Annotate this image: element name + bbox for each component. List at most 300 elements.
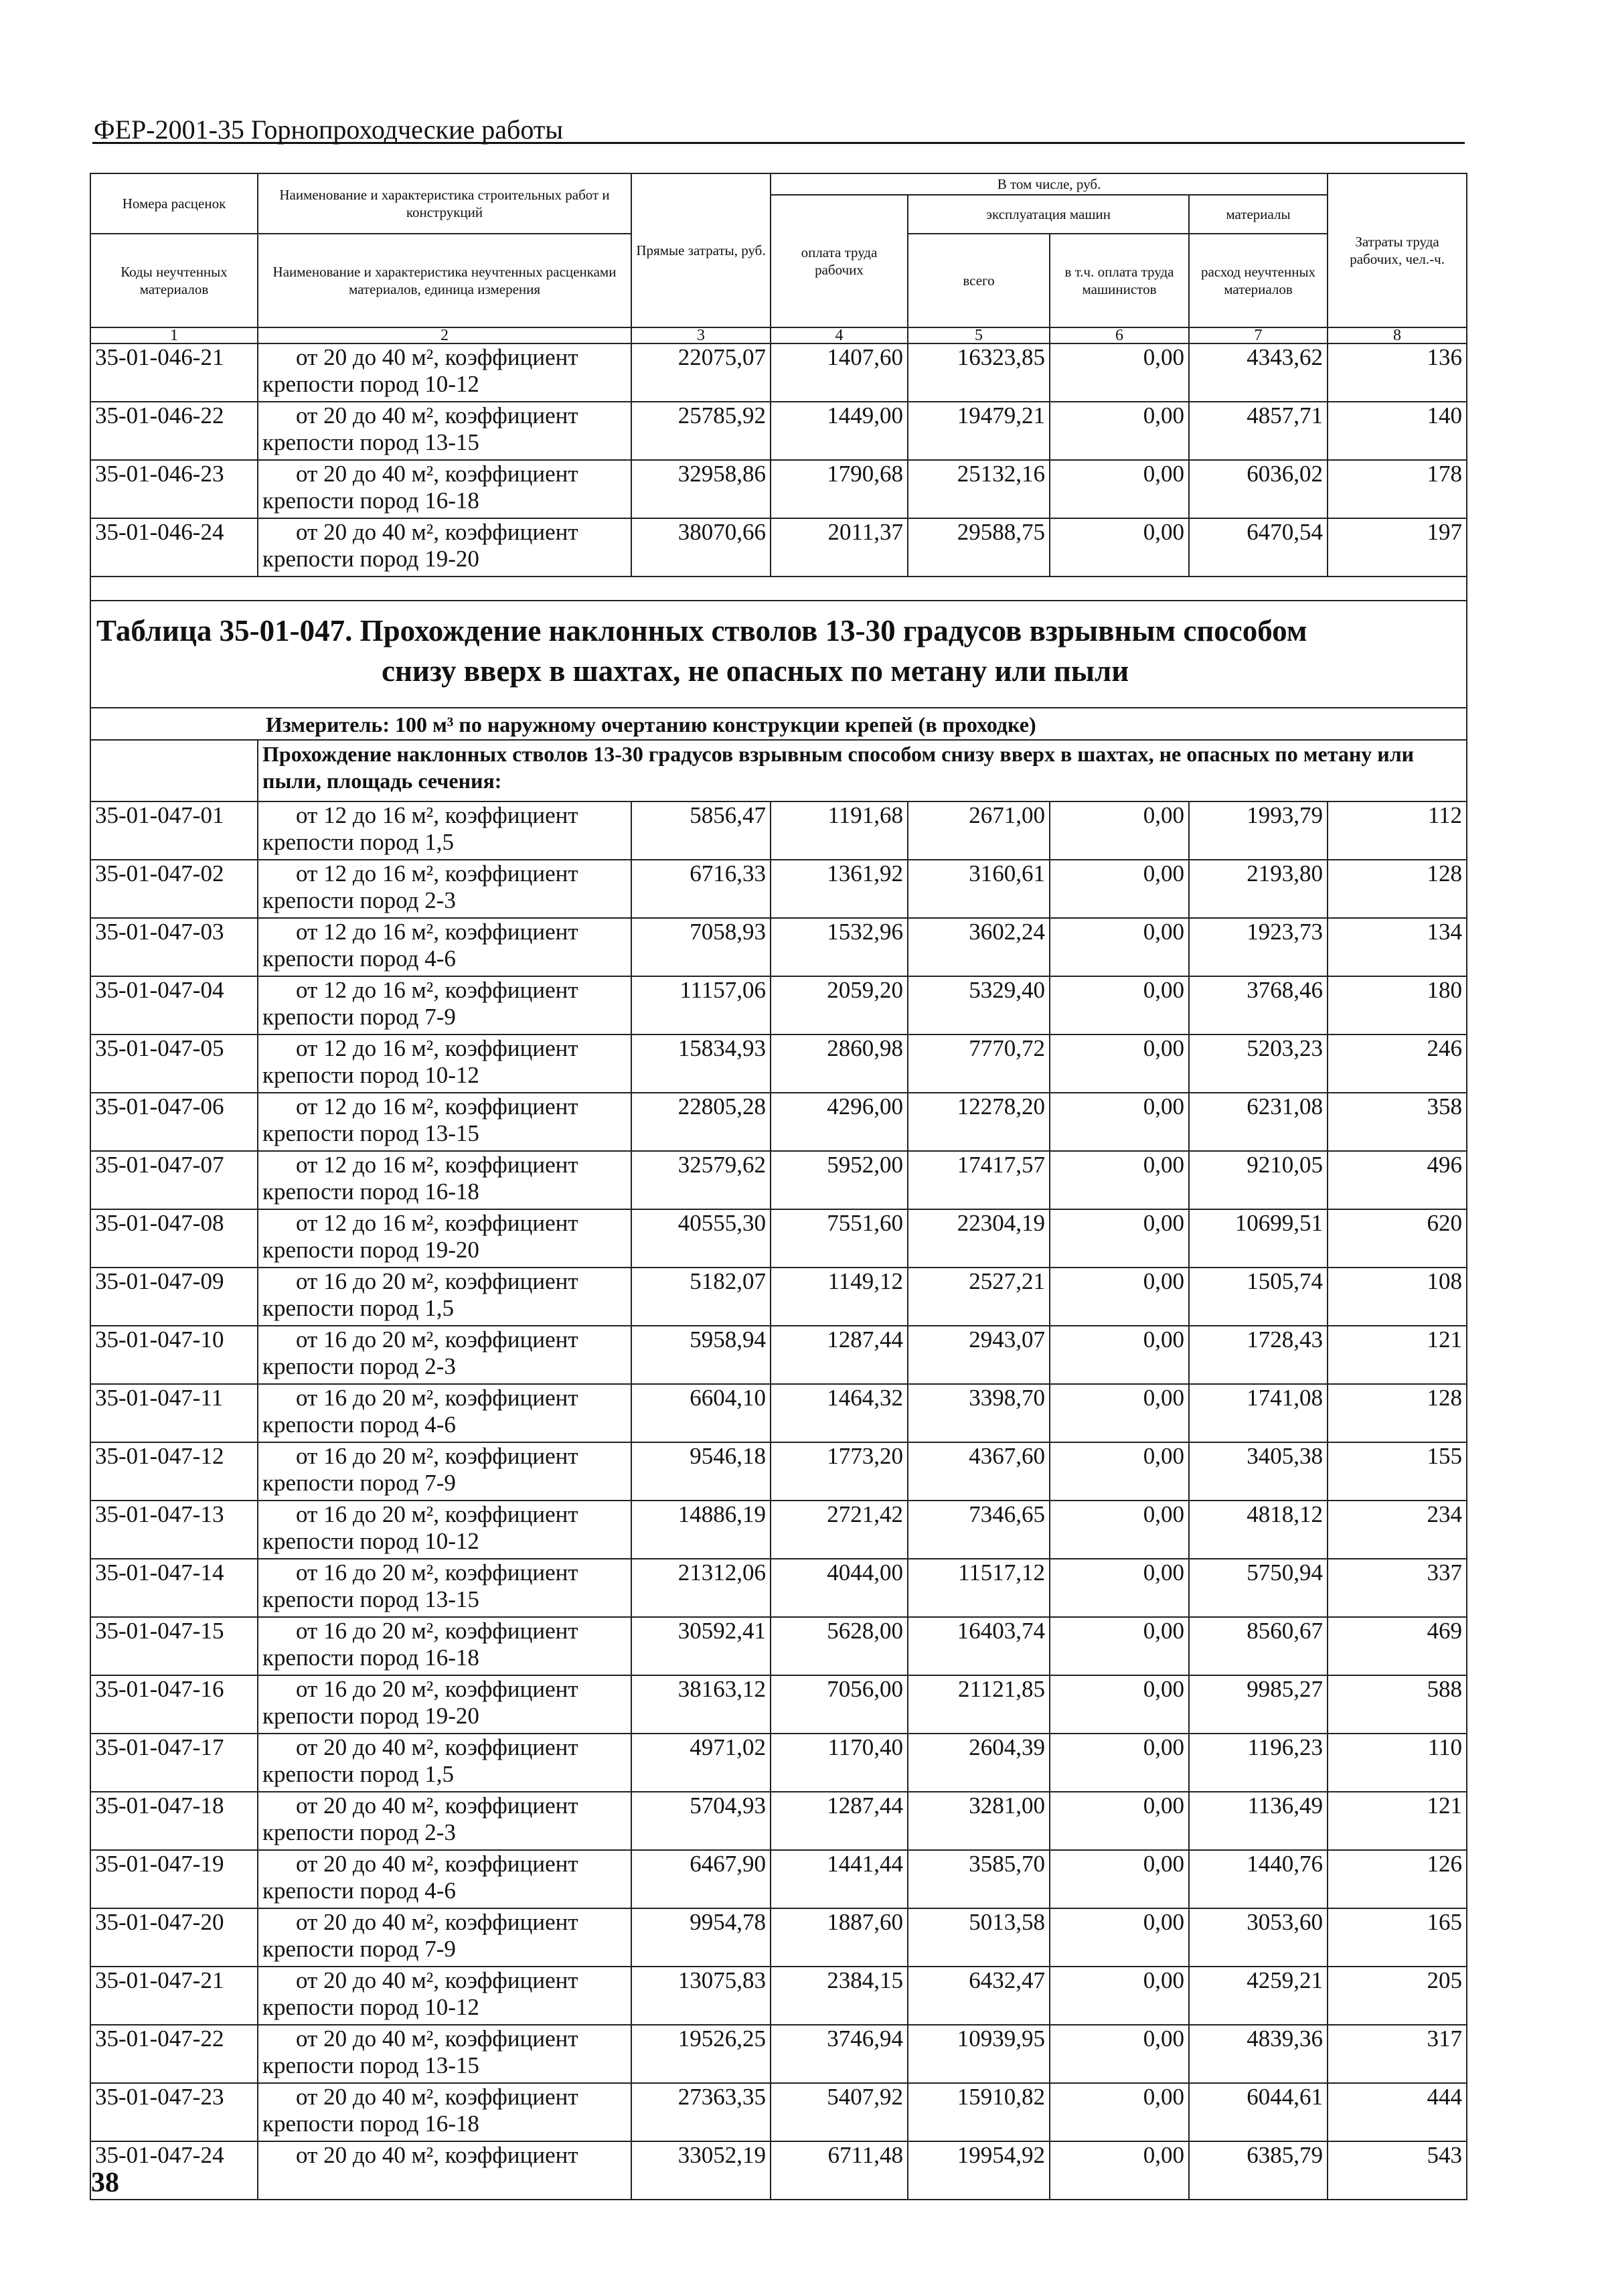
header-material-name: Наименование и характеристика неучтенных расценками материалов, единица измерения [258,234,631,327]
machines-total: 25132,16 [908,460,1050,518]
operators-pay: 0,00 [1050,1035,1189,1093]
rate-code: 35-01-047-24 [90,2141,258,2200]
labor-hours: 205 [1328,1967,1467,2025]
description-line-1: от 20 до 40 м², коэффициент [296,1734,578,1760]
running-header: ФЕР-2001-35 Горнопроходческие работы [94,114,564,145]
rate-description [258,1501,631,1559]
labor-hours: 543 [1328,2141,1467,2200]
description-line-2: крепости пород 2-3 [262,1353,456,1379]
labor-pay: 2059,20 [771,976,908,1035]
table-row [90,460,1467,518]
description-line-2: крепости пород 10-12 [262,1528,479,1554]
rate-code: 35-01-046-22 [90,402,258,460]
materials-cost: 6044,61 [1189,2083,1328,2141]
materials-cost: 1196,23 [1189,1734,1328,1792]
labor-hours: 128 [1328,1384,1467,1442]
operators-pay: 0,00 [1050,1442,1189,1501]
description-line-2: крепости пород 19-20 [262,1703,479,1729]
rate-code: 35-01-047-22 [90,2025,258,2083]
materials-cost: 1136,49 [1189,1792,1328,1850]
description-line-1: от 20 до 40 м², коэффициент [296,519,578,545]
direct-costs: 40555,30 [631,1209,771,1268]
description-line-2: крепости пород 1,5 [262,1295,454,1321]
labor-pay: 5952,00 [771,1151,908,1209]
labor-hours: 246 [1328,1035,1467,1093]
table-title-line-1: Таблица 35-01-047. Прохождение наклонных стволов 13-30 градусов взрывным способом [96,614,1307,647]
operators-pay: 0,00 [1050,1850,1189,1908]
machines-total: 16323,85 [908,343,1050,402]
description-line-1: от 20 до 40 м², коэффициент [296,2142,578,2168]
description-line-1: от 12 до 16 м², коэффициент [296,977,578,1003]
rate-description [258,1035,631,1093]
column-number: 1 [90,327,258,343]
labor-pay: 1441,44 [771,1850,908,1908]
materials-cost: 4839,36 [1189,2025,1328,2083]
direct-costs: 38070,66 [631,518,771,577]
direct-costs: 33052,19 [631,2141,771,2200]
materials-cost: 5750,94 [1189,1559,1328,1617]
machines-total: 7346,65 [908,1501,1050,1559]
description-line-1: от 16 до 20 м², коэффициент [296,1268,578,1294]
description-line-1: от 20 до 40 м², коэффициент [296,461,578,487]
description-line-2: крепости пород 10-12 [262,1994,479,2020]
labor-hours: 121 [1328,1792,1467,1850]
rate-description [258,1559,631,1617]
table-row [90,1209,1467,1268]
table-spacer [90,577,1467,601]
description-line-2: крепости пород 1,5 [262,829,454,855]
direct-costs: 5958,94 [631,1326,771,1384]
rate-code: 35-01-047-19 [90,1850,258,1908]
rate-code: 35-01-047-01 [90,801,258,860]
machines-total: 3398,70 [908,1384,1050,1442]
materials-cost: 6231,08 [1189,1093,1328,1151]
operators-pay: 0,00 [1050,1908,1189,1967]
operators-pay: 0,00 [1050,1967,1189,2025]
table-row [90,1850,1467,1908]
description-line-1: от 12 до 16 м², коэффициент [296,1093,578,1120]
rate-code: 35-01-047-06 [90,1093,258,1151]
rate-description [258,918,631,976]
description-line-1: от 12 до 16 м², коэффициент [296,802,578,828]
description-line-1: от 20 до 40 м², коэффициент [296,1909,578,1935]
labor-pay: 1532,96 [771,918,908,976]
direct-costs: 13075,83 [631,1967,771,2025]
table-row [90,1093,1467,1151]
labor-hours: 178 [1328,460,1467,518]
rate-description [258,1384,631,1442]
rate-description [258,2141,631,2200]
labor-hours: 337 [1328,1559,1467,1617]
labor-hours: 126 [1328,1850,1467,1908]
rate-description [258,1850,631,1908]
operators-pay: 0,00 [1050,460,1189,518]
labor-pay: 1149,12 [771,1268,908,1326]
description-line-2: крепости пород 10-12 [262,371,479,397]
labor-pay: 1287,44 [771,1326,908,1384]
header-materials: материалы [1189,195,1328,234]
column-number: 7 [1189,327,1328,343]
materials-cost: 2193,80 [1189,860,1328,918]
materials-cost: 3053,60 [1189,1908,1328,1967]
table-row [90,1035,1467,1093]
header-machine-operators: в т.ч. оплата труда машинистов [1050,234,1189,327]
operators-pay: 0,00 [1050,1209,1189,1268]
section-code-cell [90,740,258,801]
direct-costs: 6604,10 [631,1384,771,1442]
rate-code: 35-01-047-12 [90,1442,258,1501]
table-meter: Измеритель: 100 м³ по наружному очертанию конструкции крепей (в проходке) [266,712,1036,737]
labor-pay: 1790,68 [771,460,908,518]
rate-description [258,2083,631,2141]
table-row [90,860,1467,918]
description-line-2: крепости пород 10-12 [262,1062,479,1088]
materials-cost: 9210,05 [1189,1151,1328,1209]
direct-costs: 5182,07 [631,1268,771,1326]
rate-description [258,2025,631,2083]
machines-total: 19479,21 [908,402,1050,460]
rate-code: 35-01-047-17 [90,1734,258,1792]
operators-pay: 0,00 [1050,1559,1189,1617]
description-line-2: крепости пород 4-6 [262,1878,456,1904]
operators-pay: 0,00 [1050,1151,1189,1209]
rate-code: 35-01-047-07 [90,1151,258,1209]
operators-pay: 0,00 [1050,1675,1189,1734]
materials-cost: 6385,79 [1189,2141,1328,2200]
description-line-1: от 20 до 40 м², коэффициент [296,2025,578,2052]
table-row [90,2083,1467,2141]
materials-cost: 4343,62 [1189,343,1328,402]
table-row [90,1501,1467,1559]
machines-total: 12278,20 [908,1093,1050,1151]
direct-costs: 9954,78 [631,1908,771,1967]
column-number: 2 [258,327,631,343]
labor-pay: 1287,44 [771,1792,908,1850]
machines-total: 5013,58 [908,1908,1050,1967]
labor-pay: 1887,60 [771,1908,908,1967]
table-row [90,1617,1467,1675]
direct-costs: 27363,35 [631,2083,771,2141]
machines-total: 21121,85 [908,1675,1050,1734]
labor-pay: 1361,92 [771,860,908,918]
header-including: В том числе, руб. [771,173,1328,195]
machines-total: 11517,12 [908,1559,1050,1617]
rate-code: 35-01-047-11 [90,1384,258,1442]
operators-pay: 0,00 [1050,860,1189,918]
rate-code: 35-01-047-18 [90,1792,258,1850]
description-line-1: от 16 до 20 м², коэффициент [296,1443,578,1469]
rate-description [258,1675,631,1734]
labor-pay: 2721,42 [771,1501,908,1559]
description-line-1: от 12 до 16 м², коэффициент [296,860,578,887]
description-line-1: от 12 до 16 м², коэффициент [296,1152,578,1178]
rate-description [258,1908,631,1967]
table-row [90,918,1467,976]
table-row [90,402,1467,460]
machines-total: 2943,07 [908,1326,1050,1384]
rate-description [258,1617,631,1675]
rate-code: 35-01-047-16 [90,1675,258,1734]
labor-hours: 121 [1328,1326,1467,1384]
table-row [90,2025,1467,2083]
materials-cost: 9985,27 [1189,1675,1328,1734]
rate-code: 35-01-047-03 [90,918,258,976]
description-line-1: от 16 до 20 м², коэффициент [296,1618,578,1644]
page-number: 38 [91,2167,119,2198]
materials-cost: 3768,46 [1189,976,1328,1035]
operators-pay: 0,00 [1050,518,1189,577]
operators-pay: 0,00 [1050,2141,1189,2200]
rate-description [258,976,631,1035]
header-work-name: Наименование и характеристика строительных работ и конструкций [258,173,631,234]
direct-costs: 6716,33 [631,860,771,918]
direct-costs: 7058,93 [631,918,771,976]
description-line-2: крепости пород 4-6 [262,1411,456,1438]
materials-cost: 5203,23 [1189,1035,1328,1093]
operators-pay: 0,00 [1050,976,1189,1035]
machines-total: 17417,57 [908,1151,1050,1209]
operators-pay: 0,00 [1050,2083,1189,2141]
operators-pay: 0,00 [1050,1617,1189,1675]
rate-description [258,1792,631,1850]
rate-description [258,402,631,460]
header-labor-pay: оплата труда рабочих [771,195,908,327]
materials-cost: 1741,08 [1189,1384,1328,1442]
rate-code: 35-01-047-08 [90,1209,258,1268]
direct-costs: 4971,02 [631,1734,771,1792]
header-machines: эксплуатация машин [908,195,1189,234]
rates-table [90,173,1467,2200]
materials-cost: 4259,21 [1189,1967,1328,2025]
labor-hours: 136 [1328,343,1467,402]
machines-total: 2604,39 [908,1734,1050,1792]
labor-hours: 108 [1328,1268,1467,1326]
section-heading: Прохождение наклонных стволов 13-30 градусов взрывным способом снизу вверх в шахтах, не опасных по метану или пыли, площадь сечения: [258,740,1467,801]
table-row [90,1384,1467,1442]
table-row [90,1908,1467,1967]
operators-pay: 0,00 [1050,918,1189,976]
machines-total: 19954,92 [908,2141,1050,2200]
operators-pay: 0,00 [1050,2025,1189,2083]
operators-pay: 0,00 [1050,1734,1189,1792]
table-title-line-2: снизу вверх в шахтах, не опасных по метану или пыли [382,654,1129,688]
operators-pay: 0,00 [1050,343,1189,402]
description-line-1: от 12 до 16 м², коэффициент [296,1210,578,1236]
description-line-1: от 20 до 40 м², коэффициент [296,2084,578,2110]
materials-cost: 6036,02 [1189,460,1328,518]
rate-description [258,1967,631,2025]
header-rate-numbers: Номера расценок [90,173,258,234]
table-row [90,1792,1467,1850]
direct-costs: 22075,07 [631,343,771,402]
description-line-2: крепости пород 13-15 [262,2052,479,2078]
labor-pay: 1170,40 [771,1734,908,1792]
rate-code: 35-01-046-23 [90,460,258,518]
table-row [90,518,1467,577]
description-line-2: крепости пород 2-3 [262,887,456,913]
table-row [90,1734,1467,1792]
labor-pay: 4044,00 [771,1559,908,1617]
materials-cost: 4857,71 [1189,402,1328,460]
description-line-2: крепости пород 2-3 [262,1819,456,1845]
table-row [90,976,1467,1035]
description-line-2: крепости пород 7-9 [262,1470,456,1496]
labor-hours: 140 [1328,402,1467,460]
materials-cost: 1923,73 [1189,918,1328,976]
labor-pay: 3746,94 [771,2025,908,2083]
description-line-2: крепости пород 13-15 [262,429,479,455]
operators-pay: 0,00 [1050,1792,1189,1850]
labor-hours: 317 [1328,2025,1467,2083]
rate-description [258,1442,631,1501]
table-row [90,1559,1467,1617]
header-materials-unaccounted: расход неучтенных материалов [1189,234,1328,327]
labor-pay: 7056,00 [771,1675,908,1734]
labor-pay: 2011,37 [771,518,908,577]
description-line-2: крепости пород 7-9 [262,1936,456,1962]
table-row [90,1326,1467,1384]
labor-hours: 197 [1328,518,1467,577]
labor-pay: 2384,15 [771,1967,908,2025]
description-line-2: крепости пород 1,5 [262,1761,454,1787]
table-row [90,343,1467,402]
rate-description [258,460,631,518]
rate-code: 35-01-047-21 [90,1967,258,2025]
machines-total: 7770,72 [908,1035,1050,1093]
column-number: 5 [908,327,1050,343]
machines-total: 10939,95 [908,2025,1050,2083]
direct-costs: 5856,47 [631,801,771,860]
machines-total: 6432,47 [908,1967,1050,2025]
description-line-2: крепости пород 16-18 [262,1644,479,1671]
header-labor-costs: Затраты труда рабочих, чел.-ч. [1328,173,1467,327]
column-number: 4 [771,327,908,343]
machines-total: 2671,00 [908,801,1050,860]
rate-code: 35-01-047-20 [90,1908,258,1967]
labor-pay: 1407,60 [771,343,908,402]
direct-costs: 14886,19 [631,1501,771,1559]
labor-pay: 7551,60 [771,1209,908,1268]
direct-costs: 6467,90 [631,1850,771,1908]
machines-total: 29588,75 [908,518,1050,577]
labor-pay: 4296,00 [771,1093,908,1151]
header-material-codes: Коды неучтенных материалов [90,234,258,327]
labor-hours: 444 [1328,2083,1467,2141]
materials-cost: 3405,38 [1189,1442,1328,1501]
table-title [95,601,1462,691]
description-line-1: от 16 до 20 м², коэффициент [296,1326,578,1353]
rate-description [258,1093,631,1151]
table-row [90,801,1467,860]
rate-code: 35-01-047-23 [90,2083,258,2141]
description-line-1: от 12 до 16 м², коэффициент [296,1035,578,1061]
rate-description [258,518,631,577]
rate-code: 35-01-047-09 [90,1268,258,1326]
materials-cost: 10699,51 [1189,1209,1328,1268]
machines-total: 3160,61 [908,860,1050,918]
machines-total: 5329,40 [908,976,1050,1035]
operators-pay: 0,00 [1050,402,1189,460]
labor-hours: 469 [1328,1617,1467,1675]
direct-costs: 21312,06 [631,1559,771,1617]
labor-pay: 1449,00 [771,402,908,460]
table-title-cell [90,601,1467,708]
column-numbers-row [90,327,1467,343]
materials-cost: 1728,43 [1189,1326,1328,1384]
labor-hours: 112 [1328,801,1467,860]
table-row [90,1151,1467,1209]
machines-total: 16403,74 [908,1617,1050,1675]
labor-hours: 588 [1328,1675,1467,1734]
rate-code: 35-01-047-14 [90,1559,258,1617]
table-row [90,1967,1467,2025]
machines-total: 22304,19 [908,1209,1050,1268]
direct-costs: 32958,86 [631,460,771,518]
description-line-1: от 16 до 20 м², коэффициент [296,1559,578,1586]
table-row [90,2141,1467,2200]
labor-hours: 110 [1328,1734,1467,1792]
description-line-1: от 20 до 40 м², коэффициент [296,402,578,429]
materials-cost: 8560,67 [1189,1617,1328,1675]
machines-total: 4367,60 [908,1442,1050,1501]
rate-code: 35-01-047-10 [90,1326,258,1384]
machines-total: 3281,00 [908,1792,1050,1850]
operators-pay: 0,00 [1050,1384,1189,1442]
rate-code: 35-01-047-13 [90,1501,258,1559]
direct-costs: 15834,93 [631,1035,771,1093]
labor-pay: 2860,98 [771,1035,908,1093]
rate-description [258,1734,631,1792]
machines-total: 15910,82 [908,2083,1050,2141]
labor-hours: 620 [1328,1209,1467,1268]
description-line-1: от 16 до 20 м², коэффициент [296,1676,578,1702]
description-line-1: от 16 до 20 м², коэффициент [296,1501,578,1527]
materials-cost: 1440,76 [1189,1850,1328,1908]
description-line-2: крепости пород 19-20 [262,1237,479,1263]
rate-description [258,801,631,860]
operators-pay: 0,00 [1050,1326,1189,1384]
labor-hours: 128 [1328,860,1467,918]
rate-description [258,1326,631,1384]
direct-costs: 25785,92 [631,402,771,460]
rate-description [258,1268,631,1326]
rate-description [258,1209,631,1268]
rate-code: 35-01-047-04 [90,976,258,1035]
machines-total: 2527,21 [908,1268,1050,1326]
direct-costs: 19526,25 [631,2025,771,2083]
rate-description [258,343,631,402]
description-line-2: крепости пород 7-9 [262,1004,456,1030]
direct-costs: 32579,62 [631,1151,771,1209]
machines-total: 3602,24 [908,918,1050,976]
description-line-2: крепости пород 13-15 [262,1586,479,1612]
rate-code: 35-01-046-21 [90,343,258,402]
materials-cost: 4818,12 [1189,1501,1328,1559]
labor-hours: 358 [1328,1093,1467,1151]
operators-pay: 0,00 [1050,1268,1189,1326]
direct-costs: 38163,12 [631,1675,771,1734]
labor-hours: 180 [1328,976,1467,1035]
column-number: 8 [1328,327,1467,343]
header-direct-costs: Прямые затраты, руб. [631,173,771,327]
rate-code: 35-01-047-02 [90,860,258,918]
description-line-1: от 20 до 40 м², коэффициент [296,344,578,370]
description-line-2: крепости пород 19-20 [262,546,479,572]
labor-pay: 1191,68 [771,801,908,860]
direct-costs: 30592,41 [631,1617,771,1675]
labor-pay: 1464,32 [771,1384,908,1442]
rate-code: 35-01-047-15 [90,1617,258,1675]
